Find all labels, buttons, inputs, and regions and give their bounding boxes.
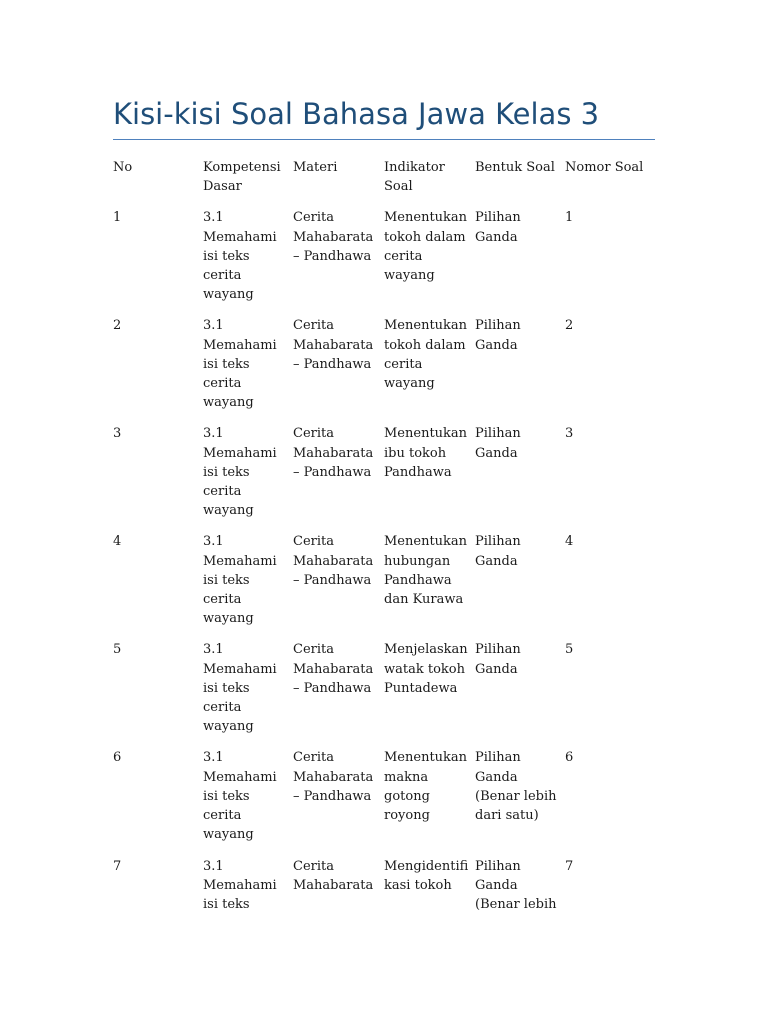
cell-indikator-soal	[384, 857, 475, 927]
cell-indikator-soal	[384, 532, 475, 640]
table-row	[113, 640, 653, 748]
cell-kompetensi-dasar-line: Memahami	[203, 229, 277, 245]
cell-no-text: 6	[113, 750, 122, 766]
cell-kompetensi-dasar	[203, 532, 293, 640]
cell-indikator-soal-line: makna	[384, 769, 429, 785]
cell-no-text: 5	[113, 642, 122, 658]
cell-nomor-soal	[565, 316, 653, 424]
cell-kompetensi-dasar-line: isi teks	[203, 680, 250, 696]
cell-indikator-soal-line: tokoh dalam	[384, 229, 466, 245]
cell-bentuk-soal	[475, 208, 565, 316]
header-bentuk-soal: Bentuk Soal	[475, 160, 555, 175]
cell-indikator-soal-line: wayang	[384, 268, 435, 284]
cell-kompetensi-dasar-line: Memahami	[203, 661, 277, 677]
cell-materi-line: – Pandhawa	[293, 356, 372, 372]
cell-kompetensi-dasar-line: cerita	[203, 808, 242, 824]
cell-kompetensi-dasar-line: wayang	[203, 827, 254, 843]
cell-kompetensi-dasar-line: wayang	[203, 287, 254, 303]
cell-materi-line: – Pandhawa	[293, 464, 372, 480]
cell-indikator-soal-line: watak tokoh	[384, 661, 465, 677]
cell-bentuk-soal-line: Pilihan	[475, 426, 521, 442]
cell-indikator-soal	[384, 640, 475, 748]
cell-kompetensi-dasar	[203, 857, 293, 927]
cell-materi-line: – Pandhawa	[293, 788, 372, 804]
cell-kompetensi-dasar-line: wayang	[203, 503, 254, 519]
cell-nomor-soal	[565, 640, 653, 748]
cell-kompetensi-dasar-line: cerita	[203, 700, 242, 716]
cell-kompetensi-dasar	[203, 316, 293, 424]
cell-materi-line: Cerita	[293, 642, 334, 658]
cell-materi-line: Cerita	[293, 426, 334, 442]
cell-kompetensi-dasar	[203, 640, 293, 748]
cell-indikator-soal-line: Menentukan	[384, 534, 468, 550]
table-row	[113, 208, 653, 316]
header-materi: Materi	[293, 160, 338, 175]
cell-bentuk-soal-line: Ganda	[475, 229, 518, 245]
cell-bentuk-soal-line: Pilihan	[475, 318, 521, 334]
cell-nomor-soal-text: 7	[565, 858, 574, 874]
cell-materi	[293, 532, 384, 640]
cell-kompetensi-dasar-line: isi teks	[203, 572, 250, 588]
cell-indikator-soal-line: cerita	[384, 356, 423, 372]
cell-materi-line: – Pandhawa	[293, 680, 372, 696]
cell-bentuk-soal-line: Ganda	[475, 445, 518, 461]
cell-nomor-soal-text: 2	[565, 318, 574, 334]
cell-kompetensi-dasar-line: Memahami	[203, 337, 277, 353]
cell-indikator-soal-line: cerita	[384, 248, 423, 264]
cell-materi-line: Cerita	[293, 210, 334, 226]
cell-kompetensi-dasar-line: wayang	[203, 395, 254, 411]
cell-kompetensi-dasar	[203, 208, 293, 316]
cell-kompetensi-dasar-line: 3.1	[203, 318, 224, 334]
cell-no-text: 3	[113, 426, 122, 442]
cell-nomor-soal-text: 6	[565, 750, 574, 766]
cell-no-text: 4	[113, 534, 122, 550]
cell-kompetensi-dasar-line: 3.1	[203, 750, 224, 766]
table-row	[113, 748, 653, 856]
cell-bentuk-soal-line: (Benar lebih	[475, 896, 557, 912]
cell-bentuk-soal-line: Ganda	[475, 769, 518, 785]
cell-bentuk-soal	[475, 857, 565, 927]
cell-no	[113, 208, 203, 316]
cell-materi-line: – Pandhawa	[293, 248, 372, 264]
cell-indikator-soal-line: hubungan	[384, 553, 451, 569]
cell-kompetensi-dasar-line: 3.1	[203, 534, 224, 550]
cell-materi	[293, 640, 384, 748]
cell-kompetensi-dasar-line: isi teks	[203, 788, 250, 804]
cell-kompetensi-dasar-line: cerita	[203, 592, 242, 608]
cell-kompetensi-dasar-line: Memahami	[203, 553, 277, 569]
cell-bentuk-soal-line: Pilihan	[475, 210, 521, 226]
cell-materi-line: Mahabarata	[293, 769, 374, 785]
cell-bentuk-soal-line: Pilihan	[475, 534, 521, 550]
cell-indikator-soal-line: Mengidentifi	[384, 858, 469, 874]
cell-bentuk-soal-line: Ganda	[475, 553, 518, 569]
cell-no	[113, 532, 203, 640]
kisi-kisi-table	[113, 158, 653, 926]
cell-indikator-soal-line: Pandhawa	[384, 464, 452, 480]
cell-indikator-soal-line: Menentukan	[384, 318, 468, 334]
cell-kompetensi-dasar-line: isi teks	[203, 248, 250, 264]
cell-bentuk-soal-line: (Benar lebih	[475, 788, 557, 804]
cell-indikator-soal-line: ibu tokoh	[384, 445, 447, 461]
cell-indikator-soal	[384, 208, 475, 316]
cell-kompetensi-dasar-line: cerita	[203, 484, 242, 500]
cell-bentuk-soal-line: Ganda	[475, 877, 518, 893]
cell-bentuk-soal-line: Ganda	[475, 661, 518, 677]
cell-indikator-soal-line: Menentukan	[384, 426, 468, 442]
table-row	[113, 857, 653, 927]
table-row	[113, 532, 653, 640]
cell-materi-line: – Pandhawa	[293, 572, 372, 588]
cell-indikator-soal	[384, 748, 475, 856]
cell-indikator-soal-line: kasi tokoh	[384, 877, 452, 893]
cell-materi-line: Mahabarata	[293, 337, 374, 353]
cell-materi-line: Mahabarata	[293, 229, 374, 245]
cell-nomor-soal-text: 1	[565, 210, 574, 226]
cell-indikator-soal-line: Menjelaskan	[384, 642, 468, 658]
cell-indikator-soal-line: Puntadewa	[384, 680, 458, 696]
cell-kompetensi-dasar-line: Memahami	[203, 445, 277, 461]
cell-kompetensi-dasar-line: isi teks	[203, 464, 250, 480]
cell-indikator-soal-line: Menentukan	[384, 210, 468, 226]
cell-materi	[293, 748, 384, 856]
cell-no	[113, 424, 203, 532]
cell-kompetensi-dasar	[203, 424, 293, 532]
cell-indikator-soal-line: Pandhawa	[384, 572, 452, 588]
cell-kompetensi-dasar	[203, 748, 293, 856]
cell-indikator-soal-line: tokoh dalam	[384, 337, 466, 353]
table-row	[113, 424, 653, 532]
cell-nomor-soal	[565, 208, 653, 316]
cell-kompetensi-dasar-line: Memahami	[203, 877, 277, 893]
cell-indikator-soal-line: dan Kurawa	[384, 592, 464, 608]
cell-materi	[293, 208, 384, 316]
cell-materi-line: Mahabarata	[293, 877, 374, 893]
cell-indikator-soal-line: wayang	[384, 376, 435, 392]
cell-kompetensi-dasar-line: wayang	[203, 611, 254, 627]
cell-materi-line: Cerita	[293, 858, 334, 874]
cell-no	[113, 748, 203, 856]
cell-bentuk-soal-line: Pilihan	[475, 858, 521, 874]
cell-bentuk-soal	[475, 424, 565, 532]
cell-no-text: 2	[113, 318, 122, 334]
cell-materi-line: Cerita	[293, 750, 334, 766]
cell-kompetensi-dasar-line: cerita	[203, 376, 242, 392]
cell-kompetensi-dasar-line: 3.1	[203, 210, 224, 226]
header-indikator-soal: Indikator Soal	[384, 160, 445, 195]
cell-nomor-soal-text: 4	[565, 534, 574, 550]
table-body	[113, 208, 653, 926]
cell-nomor-soal	[565, 748, 653, 856]
header-nomor-soal: Nomor Soal	[565, 160, 644, 175]
cell-nomor-soal	[565, 424, 653, 532]
table-row	[113, 316, 653, 424]
cell-bentuk-soal	[475, 316, 565, 424]
cell-bentuk-soal-line: Ganda	[475, 337, 518, 353]
title-underline	[113, 139, 655, 140]
cell-indikator-soal	[384, 316, 475, 424]
cell-no-text: 1	[113, 210, 122, 226]
cell-kompetensi-dasar-line: 3.1	[203, 426, 224, 442]
cell-bentuk-soal	[475, 748, 565, 856]
cell-indikator-soal-line: gotong	[384, 788, 430, 804]
cell-kompetensi-dasar-line: isi teks	[203, 356, 250, 372]
cell-indikator-soal-line: Menentukan	[384, 750, 468, 766]
cell-kompetensi-dasar-line: Memahami	[203, 769, 277, 785]
cell-no-text: 7	[113, 858, 122, 874]
cell-no	[113, 316, 203, 424]
cell-indikator-soal	[384, 424, 475, 532]
cell-materi-line: Mahabarata	[293, 553, 374, 569]
header-kompetensi-dasar: Kompetensi Dasar	[203, 160, 281, 195]
cell-bentuk-soal	[475, 640, 565, 748]
cell-kompetensi-dasar-line: isi teks	[203, 896, 250, 912]
cell-bentuk-soal-line: Pilihan	[475, 642, 521, 658]
table-header-row	[113, 158, 653, 208]
cell-bentuk-soal	[475, 532, 565, 640]
cell-materi	[293, 316, 384, 424]
cell-bentuk-soal-line: dari satu)	[475, 808, 539, 824]
cell-bentuk-soal-line: Pilihan	[475, 750, 521, 766]
cell-materi	[293, 857, 384, 927]
cell-nomor-soal	[565, 857, 653, 927]
cell-no	[113, 857, 203, 927]
header-no: No	[113, 160, 133, 175]
cell-indikator-soal-line: royong	[384, 808, 430, 824]
cell-nomor-soal-text: 3	[565, 426, 574, 442]
cell-materi	[293, 424, 384, 532]
cell-materi-line: Cerita	[293, 534, 334, 550]
cell-materi-line: Mahabarata	[293, 661, 374, 677]
cell-nomor-soal-text: 5	[565, 642, 574, 658]
cell-kompetensi-dasar-line: wayang	[203, 719, 254, 735]
cell-kompetensi-dasar-line: 3.1	[203, 642, 224, 658]
cell-no	[113, 640, 203, 748]
cell-kompetensi-dasar-line: cerita	[203, 268, 242, 284]
cell-materi-line: Cerita	[293, 318, 334, 334]
cell-materi-line: Mahabarata	[293, 445, 374, 461]
cell-kompetensi-dasar-line: 3.1	[203, 858, 224, 874]
cell-nomor-soal	[565, 532, 653, 640]
document-title: Kisi-kisi Soal Bahasa Jawa Kelas 3	[113, 97, 600, 131]
